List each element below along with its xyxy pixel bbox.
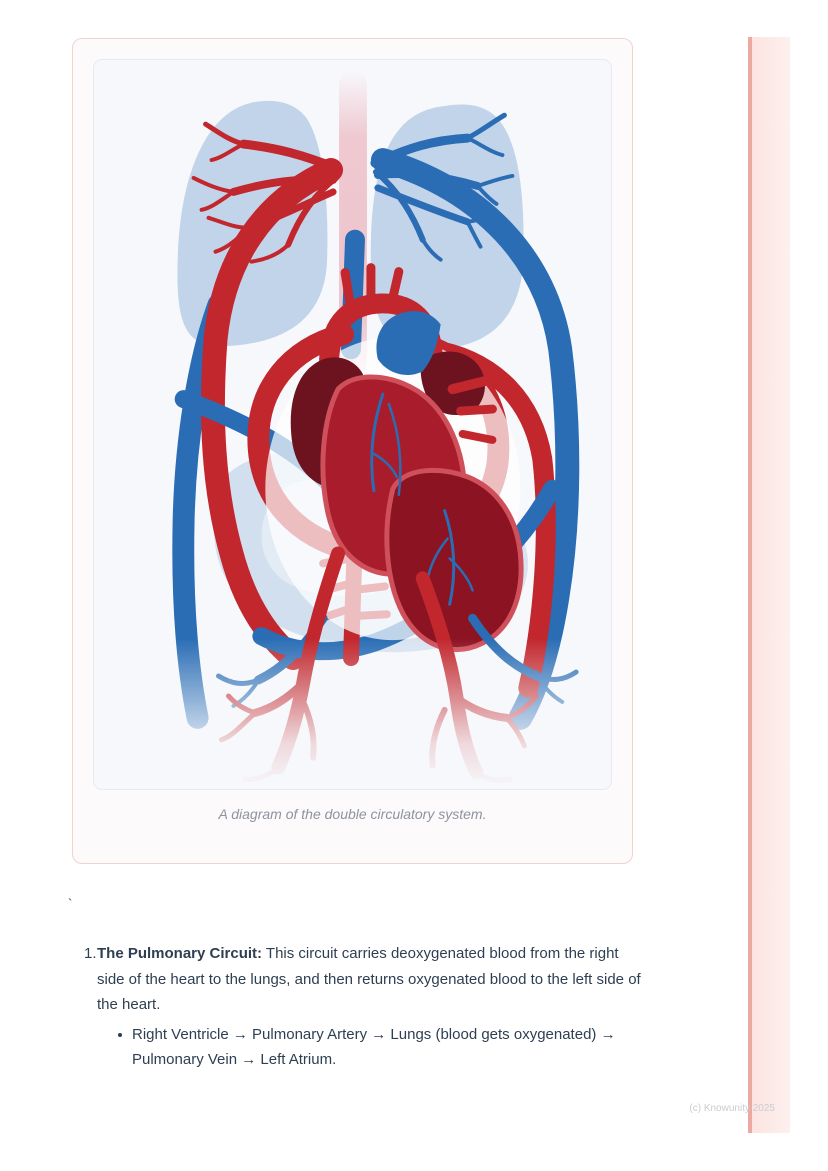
stray-backtick-text: ` (68, 896, 73, 911)
figure-card (72, 38, 633, 864)
circulatory-system-illustration (94, 60, 611, 789)
figure-caption: A diagram of the double circulatory system. (218, 806, 487, 822)
right-stripe-band (752, 37, 790, 1133)
list-item-text: This circuit carries deoxygenated blood from the right side of the heart to the lungs, and then returns oxygenated blood to the left side of the heart. (97, 945, 641, 1013)
right-stripe-line (748, 37, 752, 1133)
list-item-pulmonary-circuit (84, 941, 650, 1073)
list-number: 1. (84, 945, 97, 962)
bullet-dot (118, 1033, 122, 1037)
list-body (97, 941, 650, 1073)
figure-image (93, 59, 612, 790)
bottom-fade (94, 638, 611, 788)
watermark: (c) Knowunity 2025 (689, 1103, 775, 1114)
list-item-heading: The Pulmonary Circuit: (97, 945, 263, 962)
sub-bullet-text: Right Ventricle → Pulmonary Artery → Lungs (blood gets oxygenated) → Pulmonary Vein → Left Atrium. (132, 1025, 616, 1068)
sub-bullet-item (97, 1022, 650, 1073)
numbered-list (84, 941, 650, 1073)
